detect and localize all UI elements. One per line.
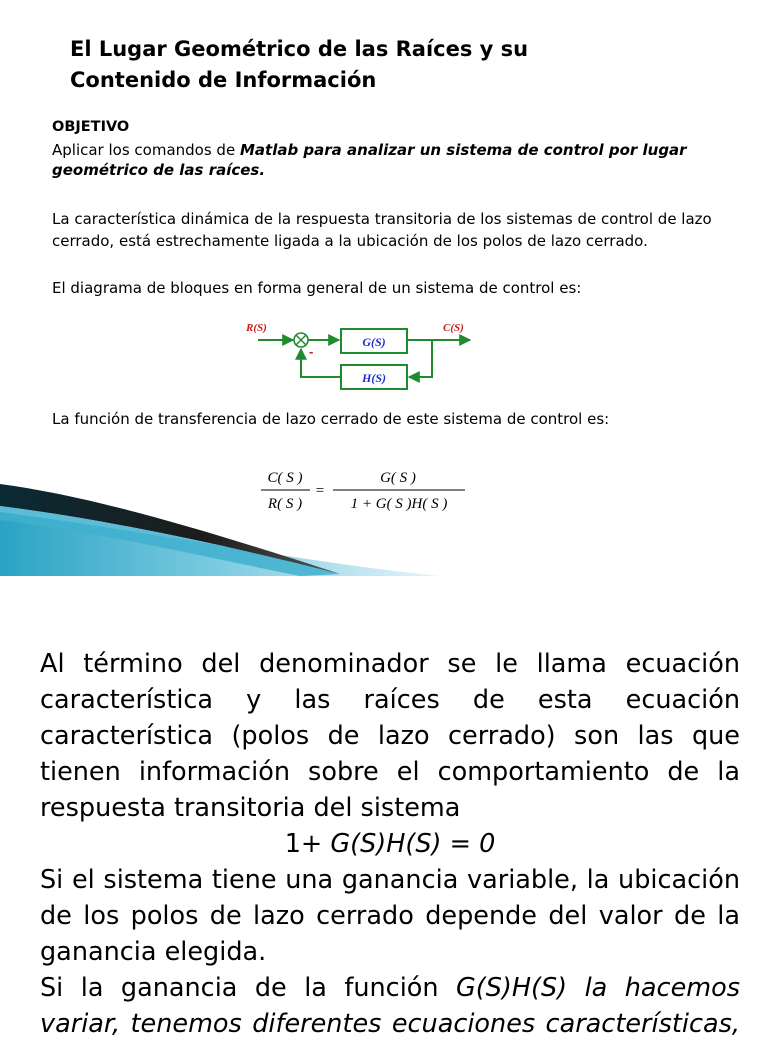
formula-num-right: G( S ): [380, 470, 416, 486]
block-diagram: [240, 314, 480, 394]
input-label: R(S): [246, 322, 267, 334]
formula-num-left: C( S ): [267, 470, 303, 486]
title-line-1: El Lugar Geométrico de las Raíces y su: [70, 37, 529, 61]
objetivo-text: [52, 140, 742, 180]
title-line-2: Contenido de Información: [70, 68, 377, 92]
output-label: C(S): [443, 322, 464, 334]
formula-equals: =: [315, 483, 325, 499]
paragraph-transfer-function-intro: La función de transferencia de lazo cerrado de este sistema de control es:: [52, 410, 610, 428]
minus-sign: -: [309, 344, 314, 359]
h-block-label: H(S): [362, 371, 386, 385]
gain-text-plain: Si la ganancia de la función: [40, 973, 457, 1003]
slide-title: [70, 34, 528, 96]
slide-bottom-text: [40, 646, 740, 1042]
feedback-path-right: [409, 340, 432, 377]
objetivo-text-plain: Aplicar los comandos de: [52, 141, 240, 159]
paragraph-block-diagram-intro: El diagrama de bloques en forma general de un sistema de control es:: [52, 279, 582, 297]
equation-prefix: 1+: [284, 829, 331, 859]
formula-den-right: 1 + G( S )H( S ): [350, 496, 448, 512]
paragraph-gain-function: [40, 970, 740, 1006]
feedback-path-left: [301, 349, 341, 377]
paragraph-variable-gain: Si el sistema tiene una ganancia variable, la ubicación de los polos de lazo cerrado depende del valor de la ganancia elegida.: [40, 865, 740, 967]
equation-line: [40, 826, 740, 862]
summing-junction: [294, 333, 308, 347]
paragraph-dynamics: La característica dinámica de la respuesta transitoria de los sistemas de control de lazo cerrado, está estrechamente ligada a la ubicación de los polos de lazo cerrado.: [52, 210, 712, 250]
paragraph-characteristic-equation: Al término del denominador se le llama ecuación característica y las raíces de esta ecuación característica (polos de lazo cerrado) son las que tienen información sobre el comportamiento de la respuesta transitoria del sistema: [40, 649, 740, 823]
cutoff-text-italic: variar, tenemos diferentes ecuaciones características,: [40, 1009, 740, 1039]
objetivo-heading: OBJETIVO: [52, 119, 130, 135]
gain-text-italic: G(S)H(S) la hacemos: [456, 973, 740, 1003]
g-block-label: G(S): [362, 335, 386, 349]
objetivo-text-bold: Matlab para analizar un sistema de control por lugar geométrico de las raíces.: [52, 141, 687, 179]
decorative-swoosh: [0, 470, 768, 576]
paragraph-cutoff: [40, 1006, 740, 1042]
formula-den-left: R( S ): [267, 496, 303, 512]
equation-italic: G(S)H(S) = 0: [330, 829, 496, 859]
